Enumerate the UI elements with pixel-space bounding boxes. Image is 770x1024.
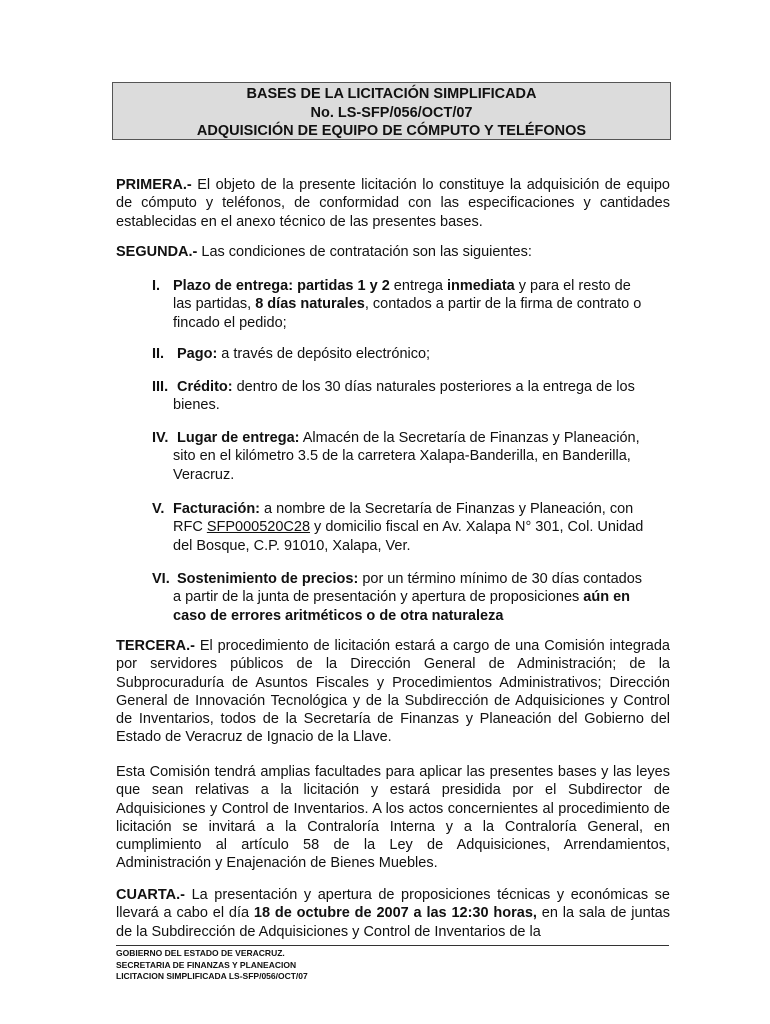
clause-primera xyxy=(116,176,670,231)
item-label: Facturación: xyxy=(173,501,261,517)
item-label: Plazo de entrega: partidas 1 y 2 xyxy=(173,278,390,294)
list-item xyxy=(152,378,670,415)
clause-cuarta-text: La presentación y apertura de proposiciones técnicas y económicas se llevará a cabo el día xyxy=(116,887,670,922)
clause-tercera xyxy=(116,637,670,747)
item-label: Lugar de entrega: xyxy=(177,430,300,446)
item-number: VI. xyxy=(152,571,170,587)
item-text: bienes. xyxy=(173,397,220,414)
list-item xyxy=(152,429,670,484)
item-text: por un término mínimo de 30 días contados xyxy=(358,571,643,587)
item-text: fincado el pedido; xyxy=(173,314,287,331)
item-number: III. xyxy=(152,379,169,395)
item-text: del Bosque, C.P. 91010, Xalapa, Ver. xyxy=(173,537,411,554)
clause-segunda-text: Las condiciones de contratación son las siguientes: xyxy=(197,244,532,260)
list-item xyxy=(152,345,670,363)
item-number: IV. xyxy=(152,430,169,446)
footer-divider xyxy=(116,945,669,946)
clause-cuarta xyxy=(116,886,670,941)
list-item xyxy=(152,500,670,555)
page-footer xyxy=(116,948,308,983)
item-text: Almacén de la Secretaría de Finanzas y Planeación, xyxy=(299,430,640,446)
item-text: las partidas, xyxy=(173,296,256,313)
item-label: Sostenimiento de precios: xyxy=(177,571,359,587)
item-number: I. xyxy=(152,278,161,294)
item-text: sito en el kilómetro 3.5 de la carretera Xalapa-Banderilla, en Banderilla, xyxy=(173,448,631,465)
item-emphasis: inmediata xyxy=(447,278,515,294)
item-label: Crédito: xyxy=(177,379,233,395)
item-text: a partir de la junta de presentación y apertura de proposiciones xyxy=(173,589,584,606)
item-emphasis: aún en xyxy=(583,589,631,606)
item-text: RFC xyxy=(173,519,207,536)
clause-segunda-label: SEGUNDA.- xyxy=(116,244,198,260)
footer-line-2: SECRETARIA DE FINANZAS Y PLANEACION xyxy=(116,959,297,970)
clause-segunda xyxy=(116,243,670,261)
item-text: a través de depósito electrónico; xyxy=(217,346,431,362)
title-line-3: ADQUISICIÓN DE EQUIPO DE CÓMPUTO Y TELÉFONOS xyxy=(196,123,587,139)
clause-tercera-text: El procedimiento de licitación estará a cargo de una Comisión integrada por servidores públicos de la Dirección General de Administración; de la Subprocuraduría de Asuntos Fiscales y Procedimientos Administrativos; Dirección General de Innovación Tecnológica y de la Subdirección de Adquisiciones y Control de Inventarios, todos de la Secretaría de Finanzas y Planeación del Gobierno del Estado de Veracruz de Ignacio de la Llave. xyxy=(116,638,670,746)
item-text: y para el resto de xyxy=(514,278,631,294)
item-text: Veracruz. xyxy=(173,466,235,483)
clause-primera-label: PRIMERA.- xyxy=(116,177,192,193)
clause-cuarta-label: CUARTA.- xyxy=(116,887,185,903)
title-line-2: No. LS-SFP/056/OCT/07 xyxy=(310,104,473,121)
list-item xyxy=(152,277,670,332)
title-box xyxy=(112,82,671,140)
item-emphasis: 8 días naturales xyxy=(255,296,365,313)
item-label: Pago: xyxy=(177,346,218,362)
item-text: entrega xyxy=(389,278,448,294)
title-line-1: BASES DE LA LICITACIÓN SIMPLIFICADA xyxy=(246,86,537,102)
item-text: , contados a partir de la firma de contrato o xyxy=(364,296,642,313)
item-number: V. xyxy=(152,501,165,517)
paragraph-comision-text: Esta Comisión tendrá amplias facultades para aplicar las presentes bases y las leyes que sean relativas a la licitación y estará presidida por el Subdirector de Adquisiciones y Control de Inventarios. A los actos concernientes al procedimiento de licitación se invitará a la Contraloría Interna y a la Contraloría General, en cumplimiento al artículo 58 de la Ley de Adquisiciones, Arrendamientos, Administración y Enajenación de Bienes Muebles. xyxy=(116,764,670,872)
item-text: dentro de los 30 días naturales posteriores a la entrega de los xyxy=(232,379,635,395)
footer-line-3: LICITACION SIMPLIFICADA LS-SFP/056/OCT/07 xyxy=(116,971,308,981)
rfc-value: SFP000520C28 xyxy=(206,519,311,536)
clause-cuarta-emphasis: 18 de octubre de 2007 a las 12:30 horas, xyxy=(253,905,537,922)
list-item xyxy=(152,570,670,625)
item-text: a nombre de la Secretaría de Finanzas y Planeación, con xyxy=(260,501,634,517)
paragraph-comision xyxy=(116,763,670,873)
item-emphasis: caso de errores aritméticos o de otra naturaleza xyxy=(173,607,504,624)
clause-tercera-label: TERCERA.- xyxy=(116,638,195,654)
clause-primera-text: El objeto de la presente licitación lo constituye la adquisición de equipo de cómputo y teléfonos, de conformidad con las especificaciones y cantidades establecidas en el anexo técnico de las presentes bases. xyxy=(116,177,670,230)
footer-line-1: GOBIERNO DEL ESTADO DE VERACRUZ. xyxy=(116,948,285,958)
item-text: y domicilio fiscal en Av. Xalapa N° 301, Col. Unidad xyxy=(310,519,644,536)
item-number: II. xyxy=(152,346,165,362)
clause-cuarta-text: en la sala de juntas de la Subdirección de Adquisiciones y Control de Inventarios de la xyxy=(116,905,670,940)
